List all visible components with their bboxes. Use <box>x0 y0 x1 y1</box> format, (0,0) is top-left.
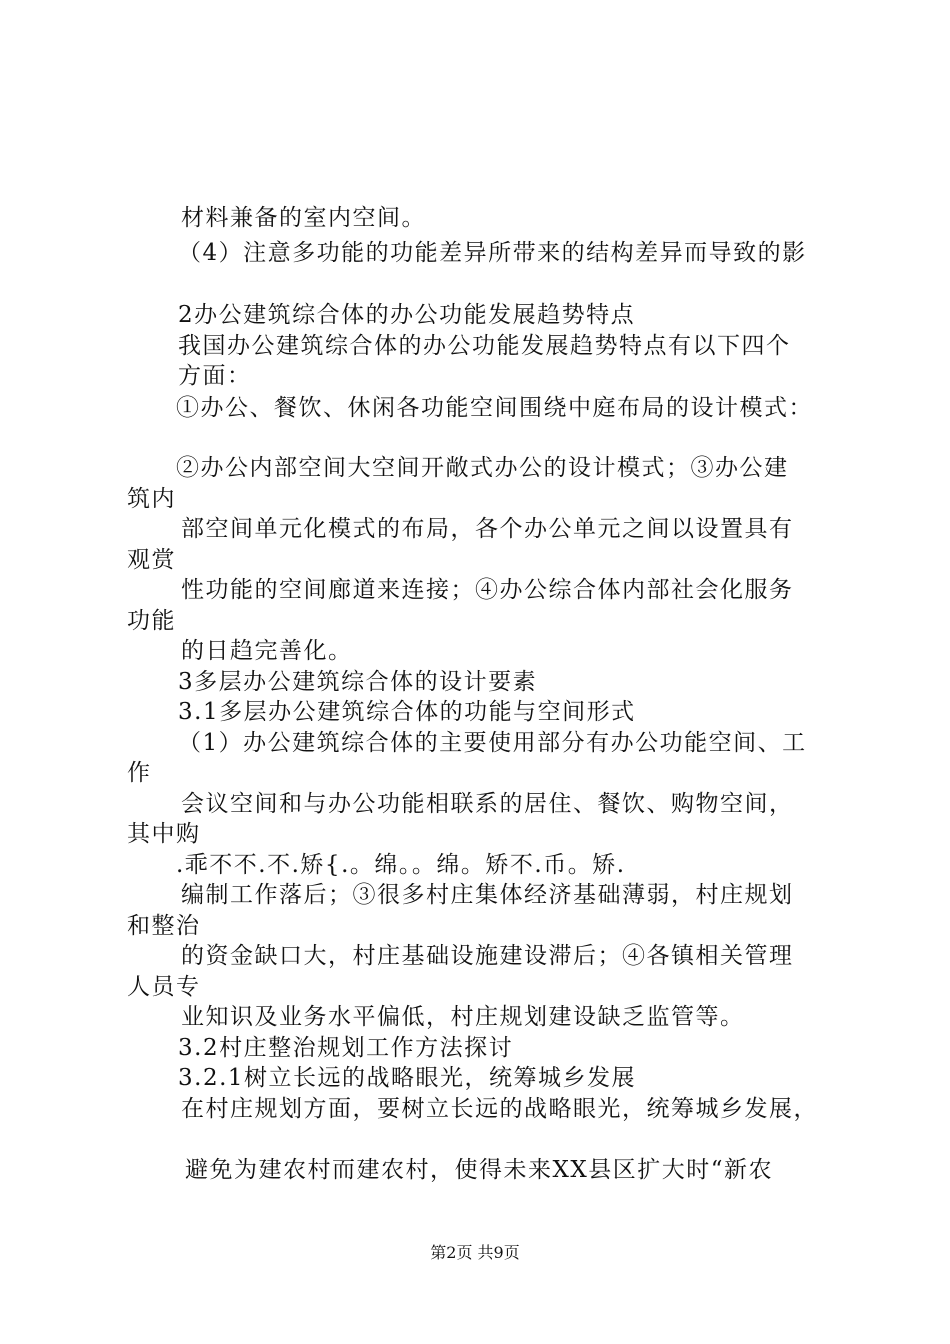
text-line: 和整治 <box>127 913 201 939</box>
text-line: 在村庄规划方面，要树立长远的战略眼光，统筹城乡发展， <box>181 1096 818 1122</box>
text-line: 材料兼备的室内空间。 <box>181 205 426 231</box>
section-heading: 3.2.1树立长远的战略眼光，统筹城乡发展 <box>178 1065 637 1091</box>
text-line: 功能 <box>127 608 176 634</box>
section-heading: 3.1多层办公建筑综合体的功能与空间形式 <box>178 699 636 725</box>
page-number-footer: 第2页 共9页 <box>430 1243 520 1262</box>
text-line: 作 <box>127 760 152 786</box>
text-line: （1）办公建筑综合体的主要使用部分有办公功能空间、工 <box>178 730 807 756</box>
text-line: 会议空间和与办公功能相联系的居住、餐饮、购物空间， <box>181 791 794 817</box>
section-heading: 2办公建筑综合体的办公功能发展趋势特点 <box>178 302 636 328</box>
text-line: ①办公、餐饮、休闲各功能空间围绕中庭布局的设计模式： <box>176 395 813 421</box>
text-line: 的日趋完善化。 <box>181 638 353 664</box>
section-heading: 3多层办公建筑综合体的设计要素 <box>178 669 538 695</box>
text-line: 的资金缺口大，村庄基础设施建设滞后；④各镇相关管理 <box>181 943 794 969</box>
text-line: 方面： <box>178 363 252 389</box>
text-line: 业知识及业务水平偏低，村庄规划建设缺乏监管等。 <box>181 1004 745 1030</box>
text-line: 编制工作落后；③很多村庄集体经济基础薄弱，村庄规划 <box>181 882 794 908</box>
text-line: 人员专 <box>127 974 201 1000</box>
text-line: 其中购 <box>127 821 201 847</box>
text-line: 我国办公建筑综合体的办公功能发展趋势特点有以下四个 <box>178 333 791 359</box>
text-line: 筑内 <box>127 486 176 512</box>
text-line: 观赏 <box>127 547 176 573</box>
text-line: .乖不不.不.矫{.。绵。。绵。矫不.币。矫. <box>176 852 626 878</box>
text-line: 避免为建农村而建农村，使得未来XX县区扩大时“新农 <box>185 1157 774 1183</box>
section-heading: 3.2村庄整治规划工作方法探讨 <box>178 1035 514 1061</box>
text-line: ②办公内部空间大空间开敞式办公的设计模式；③办公建 <box>176 455 789 481</box>
text-line: （4）注意多功能的功能差异所带来的结构差异而导致的影 <box>178 240 807 266</box>
text-line: 部空间单元化模式的布局，各个办公单元之间以设置具有 <box>181 516 794 542</box>
text-line: 性功能的空间廊道来连接；④办公综合体内部社会化服务 <box>181 577 794 603</box>
